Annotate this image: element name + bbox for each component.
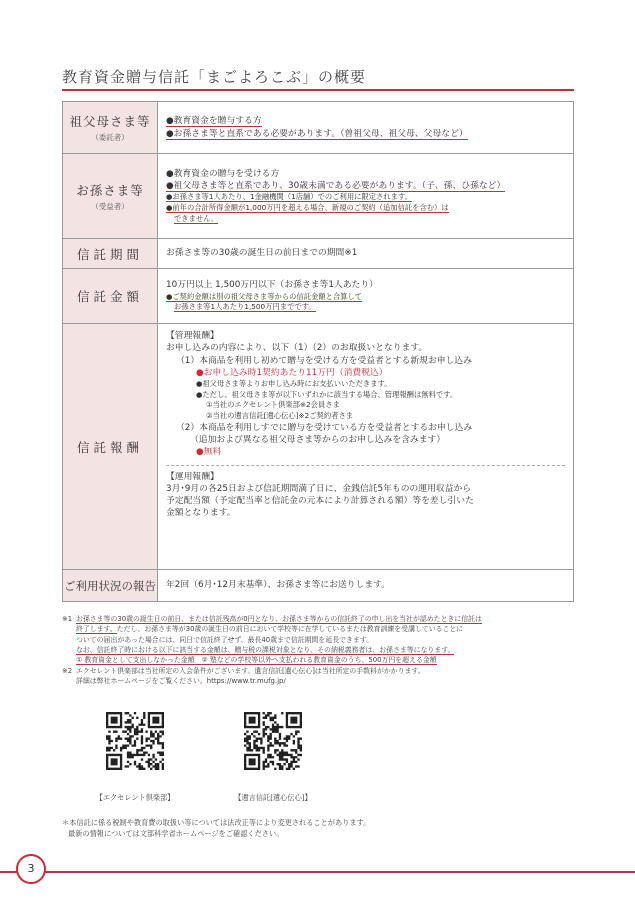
footnote-1-line-4: なお、信託終了時における以下に該当する金額は、贈与税の課税対象となり、その納税義務者は、お孫さま等になります。 bbox=[76, 646, 455, 655]
settlor-sublabel: （委託者） bbox=[91, 133, 129, 142]
case-1-title: （1）本商品を利用し初めて贈与を受ける方を受益者とする新規お申し込み bbox=[176, 355, 472, 366]
beneficiary-line-2: ●祖父母さま等と直系であり、30歳未満である必要があります。（子、孫、ひ孫など） bbox=[166, 181, 506, 192]
settlor-label-cell bbox=[63, 102, 158, 154]
page-number: 3 bbox=[16, 854, 46, 884]
period-label-cell bbox=[63, 239, 158, 269]
fee-label-cell bbox=[63, 324, 158, 570]
case-1-note-3: ①当社のエクセレント倶楽部※2会員さま bbox=[206, 400, 340, 410]
beneficiary-line-1: ●教育資金の贈与を受ける方 bbox=[166, 168, 280, 179]
qr-code-excellent-club[interactable] bbox=[106, 712, 164, 770]
beneficiary-label-cell bbox=[63, 154, 158, 239]
case-1-note-1: ●祖父母さま等よりお申し込み時にお支払いいただきます。 bbox=[196, 379, 392, 389]
period-text: お孫さま等の30歳の誕生日の前日までの期間※1 bbox=[166, 248, 358, 259]
case-2-title: （2）本商品を利用しすでに贈与を受けている方を受益者とするお申し込み bbox=[176, 422, 473, 433]
settlor-label: 祖父母さま等 bbox=[69, 114, 151, 129]
footnote-1-mark: ※1 bbox=[62, 615, 73, 623]
case-1-note-2: ●ただし、祖父母さま等が以下いずれかに該当する場合、管理報酬は無料です。 bbox=[196, 389, 458, 399]
dashed-divider bbox=[166, 465, 565, 466]
report-label-cell bbox=[63, 570, 158, 602]
settlor-content bbox=[158, 102, 574, 154]
beneficiary-content bbox=[158, 154, 574, 239]
fee-label: 信託報酬 bbox=[76, 439, 143, 455]
operation-fee-line-3: 金額となります。 bbox=[166, 508, 236, 519]
footnote-1-line-3: ついての届出があった場合には、同日で信託終了せず、最長40歳まで信託期間を延長できます。 bbox=[76, 635, 373, 644]
operation-fee-line-2: 予定配当額（予定配当率と信託金の元本により計算される額）等を差し引いた bbox=[166, 496, 474, 507]
case-1-fee: ●お申し込み時1契約あたり11万円（消費税込） bbox=[196, 367, 388, 378]
footer-line-2: 最新の情報については文部科学省ホームページをご確認ください。 bbox=[68, 828, 284, 838]
page-title: 教育資金贈与信託「まごよろこぶ」の概要 bbox=[62, 68, 367, 86]
table-row bbox=[63, 154, 574, 239]
footer-line-1: ＊本信託に係る税制や教育費の取扱い等については法改正等により変更されることがあります。 bbox=[62, 818, 371, 827]
qr-code-will-trust[interactable] bbox=[244, 712, 302, 770]
amount-label: 信託金額 bbox=[76, 289, 143, 304]
operation-fee-line-1: 3月･9月の各25日および信託期間満了日に、金銭信託5年ものの運用収益から bbox=[166, 483, 472, 494]
footnote-2-mark: ※2 bbox=[62, 666, 73, 675]
footer-notes bbox=[62, 818, 574, 840]
beneficiary-line-5: できません。 bbox=[174, 213, 219, 223]
title-rule bbox=[62, 89, 574, 91]
operation-fee-heading: 【運用報酬】 bbox=[166, 471, 219, 482]
beneficiary-sublabel: （受益者） bbox=[91, 201, 129, 211]
footnote-1-line-5: ① 教育資金として支出しなかった金額 ② 塾などの学校等以外へ支払われる教育資金のうち、500万円を超える金額 bbox=[76, 656, 437, 665]
footnote-2-line-2: 詳細は弊社ホームページをご覧ください。https://www.tr.mufg.jp/ bbox=[76, 677, 286, 686]
qr-caption-will-trust: 【遺言信託[遺心伝心]】 bbox=[234, 793, 312, 802]
table-row bbox=[63, 102, 574, 154]
case-2-subtitle: （追加および異なる祖父母さま等からのお申し込みを含みます） bbox=[190, 434, 446, 445]
amount-line-1: 10万円以上 1,500万円以下（お孫さま等1人あたり） bbox=[166, 280, 378, 291]
beneficiary-line-4: ●前年の合計所得金額が1,000万円を超える場合、新規のご契約（追加信託を含む）は bbox=[166, 203, 449, 213]
amount-line-2: ●ご契約金額は別の祖父母さま等からの信託金額と合算して bbox=[166, 291, 363, 301]
amount-content bbox=[158, 269, 574, 324]
fee-content bbox=[158, 324, 574, 570]
footer-rule bbox=[0, 871, 635, 873]
management-fee-heading: 【管理報酬】 bbox=[166, 331, 219, 341]
report-label: ご利用状況の報告 bbox=[64, 578, 156, 593]
table-row bbox=[63, 324, 574, 570]
settlor-line-2: ●お孫さま等と直系である必要があります。（曽祖父母、祖父母、父母など） bbox=[166, 128, 468, 139]
settlor-line-1: ●教育資金を贈与する方 bbox=[166, 116, 262, 127]
qr-caption-excellent-club: 【エクセレント倶楽部】 bbox=[95, 793, 175, 802]
amount-label-cell bbox=[63, 269, 158, 324]
management-fee-intro: お申し込みの内容により、以下（1）（2）のお取扱いとなります。 bbox=[166, 343, 428, 354]
period-label: 信託期間 bbox=[76, 246, 143, 262]
footnotes bbox=[62, 614, 574, 687]
footnote-1-line-1: お孫さま等の30歳の誕生日の前日、または信託残高が0円となり、お孫さま等からの信託終了の申し出を当社が認めたときに信託は bbox=[76, 615, 482, 623]
report-content bbox=[158, 570, 574, 602]
case-1-note-4: ②当社の遺言信託[遺心伝心]※2ご契約者さま bbox=[206, 410, 354, 420]
overview-table bbox=[62, 101, 574, 602]
footnote-1 bbox=[62, 614, 574, 666]
table-row bbox=[63, 570, 574, 602]
report-text: 年2回（6月･12月末基準）、お孫さま等にお送りします。 bbox=[166, 580, 391, 591]
beneficiary-line-3: ●お孫さま等1人あたり、1金融機関（1店舗）でのご利用に限定されます。 bbox=[166, 192, 412, 202]
footnote-2-line-1: エクセレント倶楽部は当社所定の入会条件がございます。遺言信託[遺心伝心]は当社所定の手数料がかかります。 bbox=[76, 666, 425, 675]
table-row bbox=[63, 239, 574, 269]
beneficiary-label: お孫さま等 bbox=[76, 182, 144, 198]
period-content bbox=[158, 239, 574, 269]
footnote-2 bbox=[62, 666, 574, 687]
footnote-1-line-2a: 終了します。 bbox=[76, 625, 117, 634]
table-row bbox=[63, 269, 574, 324]
footnote-1-line-2b: ただし、お孫さま等が30歳の誕生日の前日において学校等に在学しているまたは教育訓練を受講していることに bbox=[116, 625, 464, 634]
amount-line-3: お孫さま等1人あたり1,500万円までです。 bbox=[174, 302, 316, 312]
case-2-fee: ●無料 bbox=[196, 447, 222, 458]
